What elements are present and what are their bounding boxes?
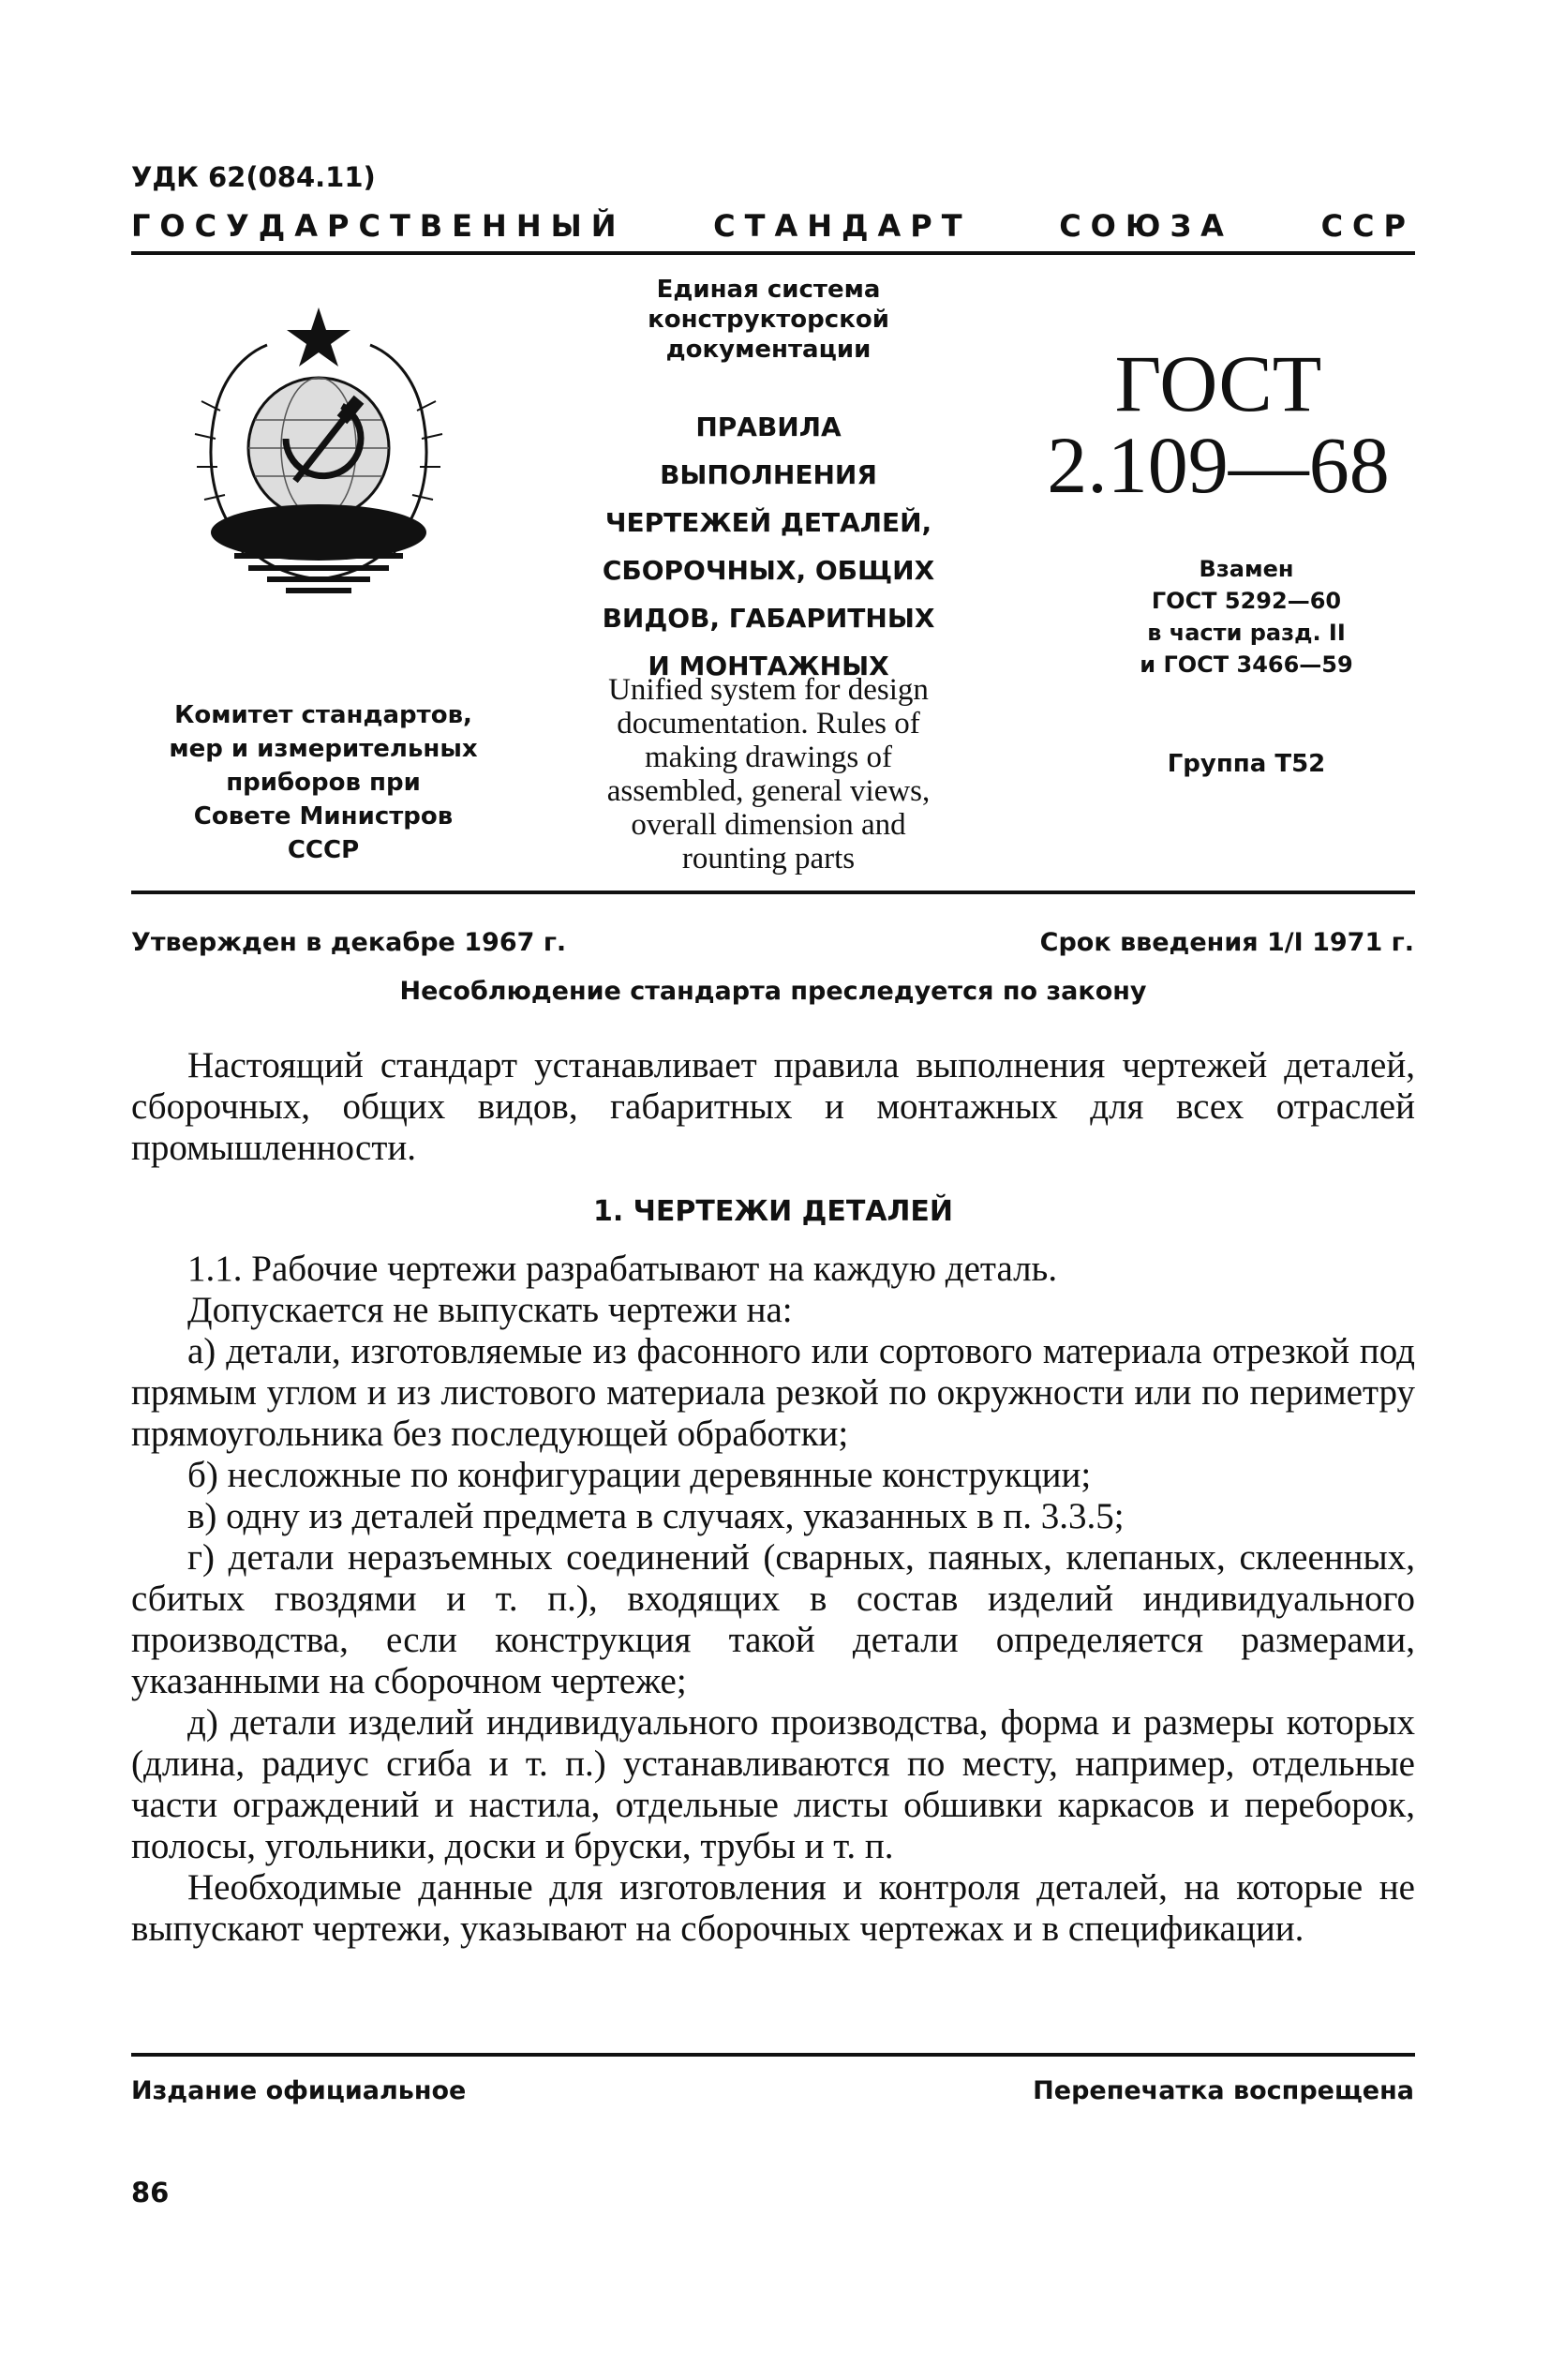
paragraph: Необходимые данные для изготовления и контроля деталей, на которые не выпускают чертежи, указывают на сборочных чертежах и в спецификации.	[131, 1867, 1415, 1949]
replaces-line: и ГОСТ 3466—59	[1140, 651, 1353, 678]
udk-code: УДК 62(084.11)	[131, 161, 376, 193]
official-edition-note: Издание официальное	[131, 2076, 467, 2105]
violation-note: Несоблюдение стандарта преследуется по закону	[399, 977, 1147, 1006]
english-line: documentation. Rules of	[617, 707, 920, 741]
committee-line: приборов при	[226, 769, 421, 797]
effective-date: Срок введения 1/I 1971 г.	[1039, 928, 1414, 957]
english-title	[562, 673, 975, 876]
gost-number: 2.109—68	[1047, 420, 1390, 510]
committee-name	[131, 698, 515, 867]
title-line: И МОНТАЖНЫХ	[648, 651, 889, 681]
english-line: rounting parts	[681, 842, 856, 876]
paragraph: а) детали, изготовляемые из фасонного или сортового материала отрезкой под прямым углом и из листового материала резкой по окружности или по периметру прямоугольника без последующей обработки;	[131, 1331, 1415, 1454]
intro-paragraph: Настоящий стандарт устанавливает правила выполнения чертежей деталей, сборочных, общих видов, габаритных и монтажных для всех отраслей промышленности.	[131, 1045, 1415, 1168]
english-line: overall dimension and	[631, 808, 906, 842]
system-line: документации	[665, 336, 872, 364]
paragraph: б) несложные по конфигурации деревянные конструкции;	[187, 1455, 1092, 1495]
title-line: СБОРОЧНЫХ, ОБЩИХ	[602, 555, 935, 586]
intro-block	[131, 1045, 1415, 1169]
header-bottom-divider	[131, 891, 1415, 894]
standard-title	[576, 403, 961, 690]
paragraph: Допускается не выпускать чертежи на:	[187, 1290, 793, 1330]
system-line: конструкторской	[648, 306, 889, 334]
paragraph: 1.1. Рабочие чертежи разрабатывают на каждую деталь.	[187, 1249, 1058, 1289]
page-number: 86	[131, 2177, 170, 2208]
gost-label: ГОСТ	[1114, 338, 1322, 428]
state-standard-header	[131, 208, 1415, 244]
title-line: ВЫПОЛНЕНИЯ	[660, 459, 877, 490]
state-word-2: СТАНДАРТ	[713, 208, 972, 244]
ussr-state-emblem-icon	[178, 298, 459, 607]
paragraph: в) одну из деталей предмета в случаях, указанных в п. 3.3.5;	[187, 1496, 1125, 1536]
committee-line: Совете Министров	[193, 802, 454, 831]
top-divider	[131, 251, 1415, 255]
approved-date: Утвержден в декабре 1967 г.	[131, 928, 567, 957]
english-line: Unified system for design	[608, 673, 929, 707]
paragraph: д) детали изделий индивидуального производства, форма и размеры которых (длина, радиус сгиба и т. п.) устанавливаются по месту, например, отдельные части ограждений и настила, отдельные листы обшивки каркасов и переборок, полосы, угольники, доски и бруски, трубы и т. п.	[131, 1702, 1415, 1866]
state-word-4: ССР	[1320, 208, 1415, 244]
committee-line: СССР	[287, 836, 360, 864]
title-line: ЧЕРТЕЖЕЙ ДЕТАЛЕЙ,	[604, 507, 932, 538]
system-name	[586, 275, 951, 365]
replaces-note	[1106, 553, 1387, 681]
paragraph: г) детали неразъемных соединений (сварных, паяных, клепаных, склеенных, сбитых гвоздями и т. п.), входящих в состав изделий индивидуального производства, если конструкция такой детали определяется размерами, указанными на сборочном чертеже;	[131, 1537, 1415, 1701]
state-word-1: ГОСУДАРСТВЕННЫЙ	[131, 208, 626, 244]
replaces-line: ГОСТ 5292—60	[1151, 588, 1342, 614]
system-line: Единая система	[656, 276, 881, 304]
group-code: Группа Т52	[1167, 750, 1326, 778]
state-word-3: СОЮЗА	[1059, 208, 1233, 244]
english-line: making drawings of	[645, 741, 892, 774]
section-heading: 1. ЧЕРТЕЖИ ДЕТАЛЕЙ	[592, 1195, 954, 1228]
committee-line: мер и измерительных	[169, 735, 478, 763]
footer-divider	[131, 2053, 1415, 2057]
replaces-line: в части разд. II	[1147, 620, 1346, 646]
section-content	[131, 1249, 1415, 1950]
english-line: assembled, general views,	[606, 774, 931, 808]
title-line: ВИДОВ, ГАБАРИТНЫХ	[602, 603, 935, 634]
committee-line: Комитет стандартов,	[174, 701, 472, 729]
reprint-prohibited-note: Перепечатка воспрещена	[1033, 2076, 1414, 2105]
replaces-line: Взамен	[1199, 556, 1294, 582]
title-line: ПРАВИЛА	[695, 412, 842, 442]
